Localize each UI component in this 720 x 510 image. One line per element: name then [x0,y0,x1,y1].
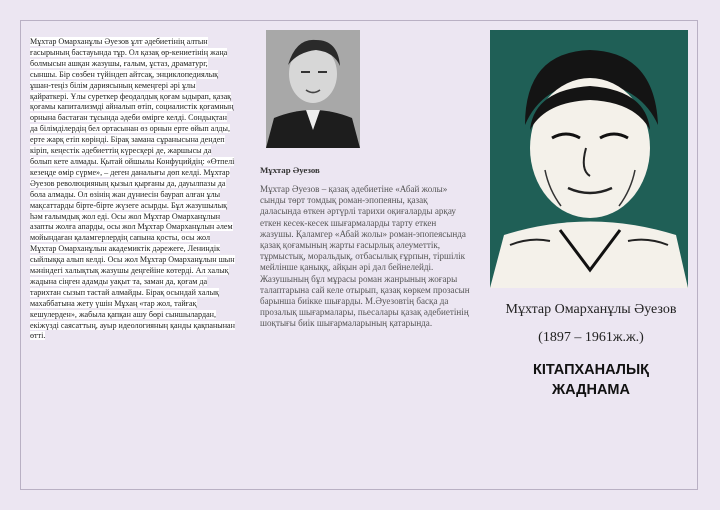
left-column-paragraph: Мұхтар Омарханұлы Әуезов ұлт әдебиетінің алтын ғасырының бастауында тұр. Ол қазақ өр-кениетінің жаңа болмысын ашқан жазушы, ғалым, ұстаз, драматург, сыншы. Бір сөзбен түйіндеп айтсақ, энциклопедиялық ұшан-теңіз білім дариясының кемеңгері әрі ұлы қайраткері. Ұлы суреткер феодалдық қоғам ыдырап, қазақ қоғамы капитализмді айналып өтіп, социалистік қоғамның орнына бастаған тұсында әдеби өмірге келді. Сондықтан да білімділердің бел ортасынан өз орнын ерте өйып алды, ерте жарқ етіп көрінді. Бірақ замана сұранысына дендеп кіріп, кеңестік әдебиеттің күресқері де, жаршысы да болып кете алмады. Қытай ойшылы Конфуцийдің: «Өтпелі кезеңде өмір сүрме», – деген даналығы дөп келді. Мұхтар Әуезов революцияның қызыл қырғаны да, дауылпазы да бола алмады. Ол өзінің жан дүниесін баурап алған ұлы мақсаттарды бірте-бірте жүзеге асырды. Бұл жазушылық һәм ғалымдық жол еді. Осы жол Мұхтар Омарханұлын азапты жолға апарды, осы жол Мұхтар Омарханұлын әлем мойындаған қаламгерлердің сапына қосты, осы жол Мұхтар Омарханұлын академиктік дәрежеге, Лениндік сыйлыққа алып келді. Осы жол Мұхтар Омарханұлын шын мәніндегі халықтық жазушы деңгейіне көтерді. Ал халық жадына сіңген адамды уақыт та, заман да, қоғам да тарихтан сызып тастай алмайды. Бірақ осындай халық махаббатына жету үшін Мұхаң «тар жол, тайғақ кешулерден», жабыла қапқан ашу бөрі сыншылардан, екіжүзді саясаттың, ауыр идеологияның қанды қақпанынан өтті. [30,37,235,341]
author-years: (1897 – 1961ж.ж.) [538,330,644,345]
photo-caption: Мұхтар Әуезов [260,165,320,175]
title-line-1: КІТАПХАНАЛЫҚ [532,362,649,378]
portrait-small-drawing [266,30,360,148]
author-name: Мұхтар Омарханұлы Әуезов [505,302,677,317]
left-column-text [30,37,235,342]
portrait-photo-small [266,30,360,148]
portrait-illustration-large [490,30,688,288]
document-title [486,360,696,400]
title-line-2: ЖАДНАМА [552,382,630,398]
middle-column-text: Мұхтар Әуезов – қазақ әдебиетіне «Абай жолы» сынды төрт томдық роман-эпопеяны, қазақ даласында өткен әртүрлі тарихи оқиғаларды арқау еткен кесек-кесек шығармаларды тарту еткен жазушы. Қаламгер «Абай жолы» роман-эпопеясында қазақ қоғамының жарты ғасырлық әлеуметтік, тұрмыстық, моральдық, отбасылық ғұрпын, тіршілік мейлінше қаныққ, айқын әрі дәл бейнелейді. Жазушының бұл мұрасы роман жанрының жоғары талаптарына сай келе отырып, қазақ көркем прозасын барынша биікке шығарды. М.Әуезовтің басқа да прозалық шығармалары, пьесалары қазақ әдебиетінің шоқтығы биік шығармаларының қатарында. [260,184,470,329]
portrait-large-drawing [490,30,688,288]
